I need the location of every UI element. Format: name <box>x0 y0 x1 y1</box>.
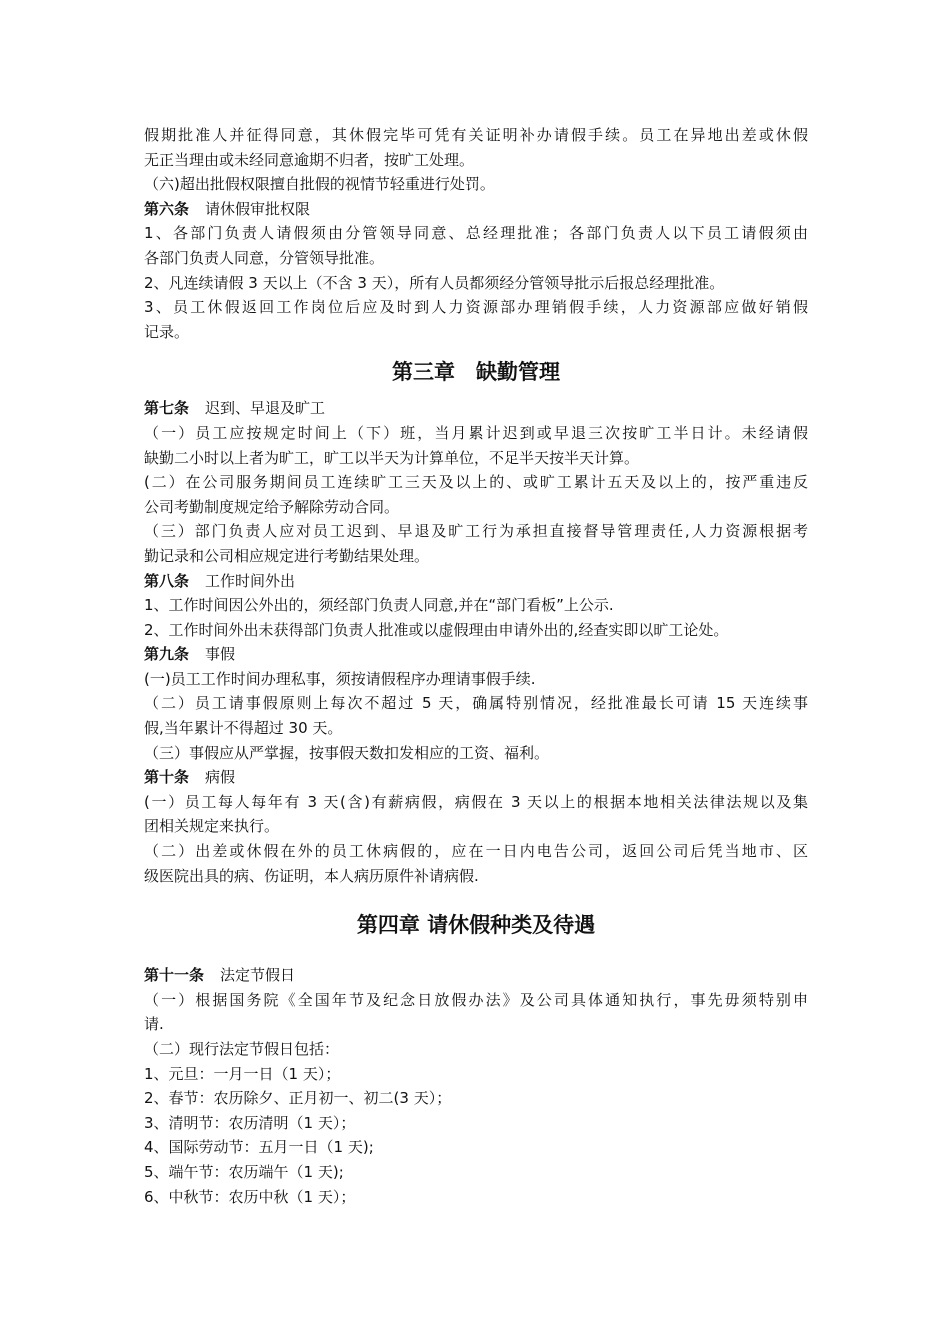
article-9-number: 第九条 <box>144 645 190 664</box>
holiday-labor-day: 4、国际劳动节：五月一日（1 天); <box>144 1138 374 1157</box>
article-9-line-4: （三）事假应从严掌握，按事假天数扣发相应的工资、福利。 <box>144 743 550 762</box>
article-10-line-3: （二）出差或休假在外的员工休病假的，应在一日内电告公司，返回公司后凭当地市、区 <box>144 842 808 861</box>
article-10-number: 第十条 <box>144 768 190 787</box>
article-7-line-1: （一）员工应按规定时间上（下）班，当月累计迟到或早退三次按旷工半日计。未经请假 <box>144 423 808 442</box>
article-9-heading <box>144 642 808 667</box>
article-10-line-2: 团相关规定来执行。 <box>144 817 280 836</box>
article-11-title: 法定节假日 <box>220 966 296 985</box>
article-8-heading <box>144 569 808 594</box>
article-7-title: 迟到、早退及旷工 <box>205 399 326 418</box>
document-page <box>144 123 808 1209</box>
article-11-line-2: 请. <box>144 1015 164 1034</box>
article-7-line-2: 缺勤二小时以上者为旷工，旷工以半天为计算单位，不足半天按半天计算。 <box>144 448 640 467</box>
article-7-line-6: 勤记录和公司相应规定进行考勤结果处理。 <box>144 546 430 565</box>
article-10-line-1: (一）员工每人每年有 3 天(含)有薪病假，病假在 3 天以上的根据本地相关法律法规以及集 <box>144 792 808 811</box>
article-9-title: 事假 <box>205 645 236 664</box>
article-9-line-1: (一)员工工作时间办理私事，须按请假程序办理请事假手续. <box>144 669 536 688</box>
article-10-line-4: 级医院出具的病、伤证明，本人病历原件补请病假. <box>144 866 479 885</box>
article-11-heading <box>144 963 808 988</box>
article-10-heading <box>144 765 808 790</box>
article-10-title: 病假 <box>205 768 236 787</box>
article-8-line-1: 1、工作时间因公外出的，须经部门负责人同意,并在“部门看板”上公示. <box>144 596 614 615</box>
article-6-title: 请休假审批权限 <box>205 199 311 218</box>
chapter-4-title: 第四章 请休假种类及待遇 <box>356 913 596 938</box>
article-6-line-4: 3、员工休假返回工作岗位后应及时到人力资源部办理销假手续，人力资源部应做好销假 <box>144 298 808 317</box>
article-7-line-5: （三）部门负责人应对员工迟到、早退及旷工行为承担直接督导管理责任,人力资源根据考 <box>144 522 808 541</box>
article-11-number: 第十一条 <box>144 966 205 985</box>
article-9-line-3: 假,当年累计不得超过 30 天。 <box>144 719 343 738</box>
article-6-line-2: 各部门负责人同意，分管领导批准。 <box>144 248 385 267</box>
holiday-mid-autumn: 6、中秋节：农历中秋（1 天）； <box>144 1187 356 1206</box>
article-6-line-3: 2、凡连续请假 3 天以上（不含 3 天），所有人员都须经分管领导批示后报总经理批准。 <box>144 273 725 292</box>
article-11-line-3: （二）现行法定节假日包括： <box>144 1040 340 1058</box>
article-8-number: 第八条 <box>144 571 190 590</box>
holiday-new-year: 1、元旦：一月一日（1 天）； <box>144 1064 341 1083</box>
intro-line-3: （六)超出批假权限擅自批假的视情节轻重进行处罚。 <box>144 175 495 194</box>
article-6-number: 第六条 <box>144 199 190 218</box>
article-9-line-2: （二）员工请事假原则上每次不超过 5 天，确属特别情况，经批准最长可请 15 天连续事 <box>144 694 808 713</box>
article-6-heading <box>144 197 808 222</box>
article-11-line-1: （一）根据国务院《全国年节及纪念日放假办法》及公司具体通知执行，事先毋须特别申 <box>144 990 808 1009</box>
article-8-title: 工作时间外出 <box>205 571 296 590</box>
article-7-heading <box>144 396 808 421</box>
chapter-3-title: 第三章 缺勤管理 <box>392 360 560 385</box>
intro-line-1: 假期批准人并征得同意，其休假完毕可凭有关证明补办请假手续。员工在异地出差或休假 <box>144 126 808 144</box>
article-8-line-2: 2、工作时间外出未获得部门负责人批准或以虚假理由申请外出的,经查实即以旷工论处。 <box>144 620 729 639</box>
article-6-line-1: 1、各部门负责人请假须由分管领导同意、总经理批准；各部门负责人以下员工请假须由 <box>144 224 808 243</box>
holiday-spring-festival: 2、春节：农历除夕、正月初一、初二(3 天）； <box>144 1089 452 1108</box>
holiday-qingming: 3、清明节：农历清明（1 天）； <box>144 1113 356 1132</box>
article-7-line-4: 公司考勤制度规定给予解除劳动合同。 <box>144 497 400 516</box>
holiday-dragon-boat: 5、端午节：农历端午（1 天); <box>144 1162 344 1181</box>
intro-line-2: 无正当理由或未经同意逾期不归者，按旷工处理。 <box>144 150 475 169</box>
article-6-line-5: 记录。 <box>144 322 190 341</box>
article-7-line-3: (二）在公司服务期间员工连续旷工三天及以上的、或旷工累计五天及以上的，按严重违反 <box>144 473 808 492</box>
article-7-number: 第七条 <box>144 399 190 418</box>
